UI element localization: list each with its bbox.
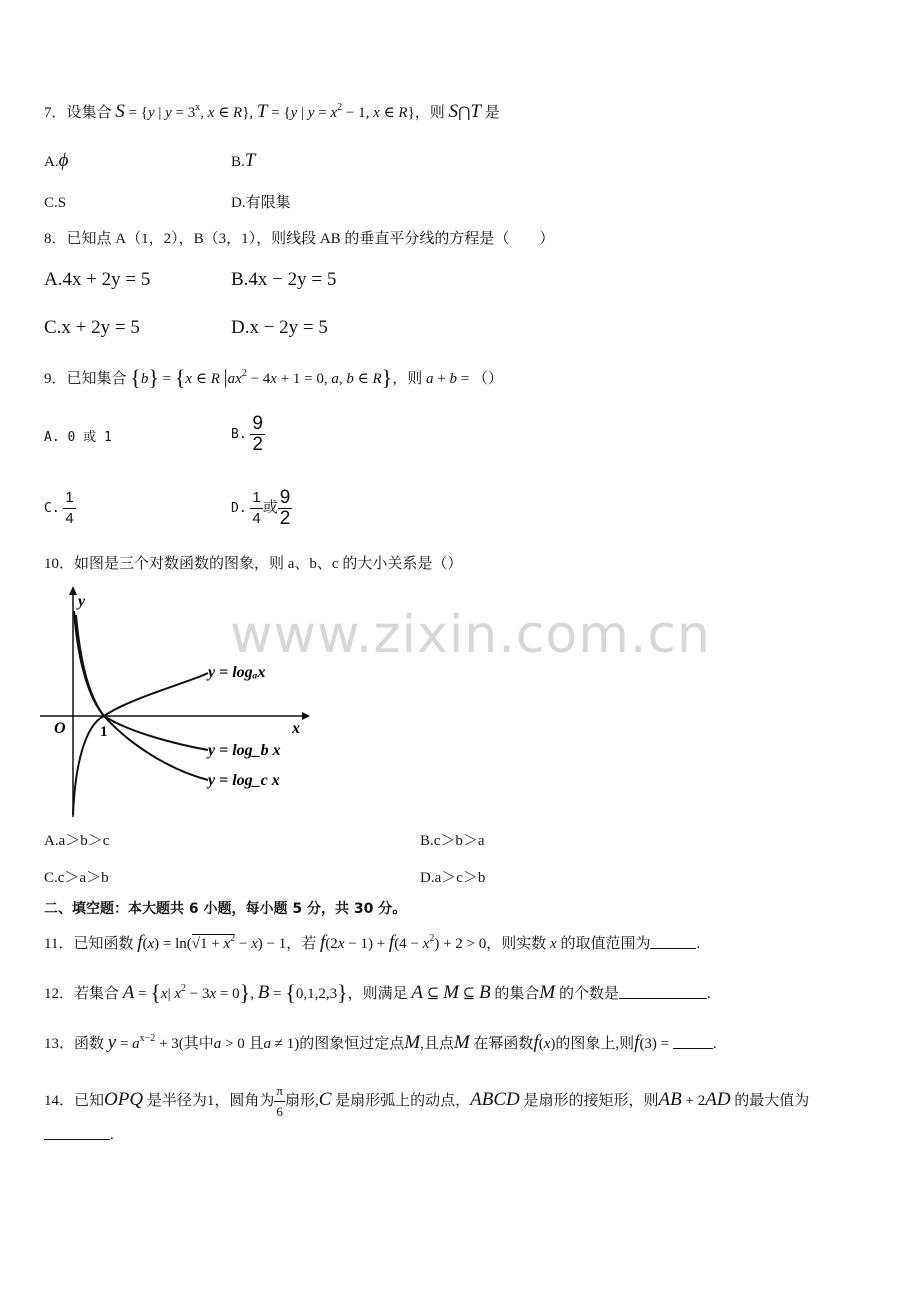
- q7-option-a: A.ϕ: [44, 150, 69, 171]
- q7-option-d: D.有限集: [231, 195, 291, 211]
- q10-option-d: D.a＞c＞b: [420, 870, 486, 886]
- q9-tail: （）: [472, 371, 503, 387]
- question-12: 12．若集合 A = {x| $x^2 - 3x = 0$}, B = {0,1,2,3}，则满足 A ⊆ M ⊆ B 的集合M 的个数是 .: [44, 980, 711, 1005]
- x-axis-arrow: [302, 712, 310, 720]
- q12-answer-blank[interactable]: [619, 984, 707, 999]
- x-axis-label: x: [292, 720, 300, 737]
- question-14: 14．已知OPQ 是半径为1，圆角为 $\frac{\pi}{6}$ 扇形,C 是扇形弧上的动点，ABCD 是扇形的接矩形，则AB + 2AD 的最大值为: [44, 1083, 810, 1119]
- q9-option-d: D. $\frac{1}{4}$ 或 $\frac{9}{2}$: [231, 487, 291, 529]
- q7-tail: 是: [484, 105, 500, 121]
- log-graph: [40, 585, 310, 820]
- q9-option-c: C. $\frac{1}{4}$: [44, 489, 74, 527]
- question-11: 11．已知函数 $f(x) = \ln(√1 + x^2 - x) - 1$，若 $f(2x - 1) + f(4 - x^2) + 2 > 0$，则实数 x 的取值范围为 .: [44, 932, 701, 953]
- origin-label: O: [54, 720, 66, 737]
- curve-log-c: [73, 716, 208, 815]
- watermark: www.zixin.com.cn: [230, 605, 711, 665]
- q10-option-a: A.a＞b＞c: [44, 833, 110, 849]
- q10-option-c: C.c＞a＞b: [44, 870, 109, 886]
- q9-suffix: ，则: [392, 371, 423, 387]
- y-axis-label: y: [78, 593, 86, 610]
- q13-answer-blank[interactable]: [673, 1034, 713, 1049]
- q11-mid: ，若: [286, 936, 317, 952]
- q13-prefix: 13．函数: [44, 1036, 105, 1052]
- q14-answer-blank[interactable]: [44, 1125, 110, 1140]
- q9-option-a: A. 0 或 1: [44, 430, 112, 445]
- q11-answer-blank[interactable]: [650, 934, 696, 949]
- section-2-heading: 二、填空题：本大题共 6 小题，每小题 5 分，共 30 分。: [44, 901, 407, 917]
- q14-prefix: 14．已知: [44, 1092, 105, 1109]
- label-log-a: y = logₐx: [208, 664, 266, 681]
- q7-option-b: B.T: [231, 150, 256, 171]
- q9-option-b: B. $\frac{9}{2}$: [231, 413, 263, 455]
- q12-prefix: 12．若集合: [44, 986, 120, 1002]
- tick-one-label: 1: [100, 724, 108, 740]
- question-8: 8．已知点 A（1，2），B（3，1），则线段 AB 的垂直平分线的方程是（ ）: [44, 231, 555, 247]
- question-7: 7．设集合 S = {y | $y = 3^x$, x ∈ R}, T = {y | $y = x^2 - 1$, x ∈ R}，则 S⋂T 是: [44, 101, 500, 122]
- q7-suffix: ，则: [414, 105, 445, 121]
- q12-mid: ，则满足: [347, 986, 408, 1002]
- q7-prefix: 7．设集合: [44, 105, 112, 121]
- q11-tail: 的取值范围为: [560, 936, 651, 952]
- q9-prefix: 9．已知集合: [44, 371, 127, 387]
- q8-option-a: A.4x + 2y = 5: [44, 269, 151, 290]
- q7-set-s: S: [115, 101, 125, 122]
- q11-suffix: ，则实数: [486, 936, 547, 952]
- y-axis-arrow: [69, 586, 77, 595]
- q8-option-b: B.4x − 2y = 5: [231, 269, 337, 290]
- q14-answer-line: .: [44, 1124, 114, 1146]
- question-9: 9．已知集合 {b} = {x ∈ R $|ax^2 - 4x + 1 = 0$, a, b ∈ R}，则 a + b = （）: [44, 365, 503, 390]
- question-10: 10．如图是三个对数函数的图象，则 a、b、c 的大小关系是（）: [44, 556, 463, 572]
- curve-log-a: [76, 615, 208, 716]
- q7-option-c: C.S: [44, 195, 67, 211]
- label-log-b: y = log_b x: [208, 742, 281, 759]
- q8-option-d: D.x − 2y = 5: [231, 317, 328, 338]
- label-log-c: y = log_c x: [208, 772, 280, 789]
- q8-option-c: C.x + 2y = 5: [44, 317, 140, 338]
- q10-option-b: B.c＞b＞a: [420, 833, 485, 849]
- question-13: 13．函数 $y = a^{x-2} + 3$(其中a > 0 且a ≠ 1)的图象恒过定点M,且点M 在幂函数f(x)的图象上,则f(3) = .: [44, 1032, 717, 1053]
- q11-prefix: 11．已知函数: [44, 936, 134, 952]
